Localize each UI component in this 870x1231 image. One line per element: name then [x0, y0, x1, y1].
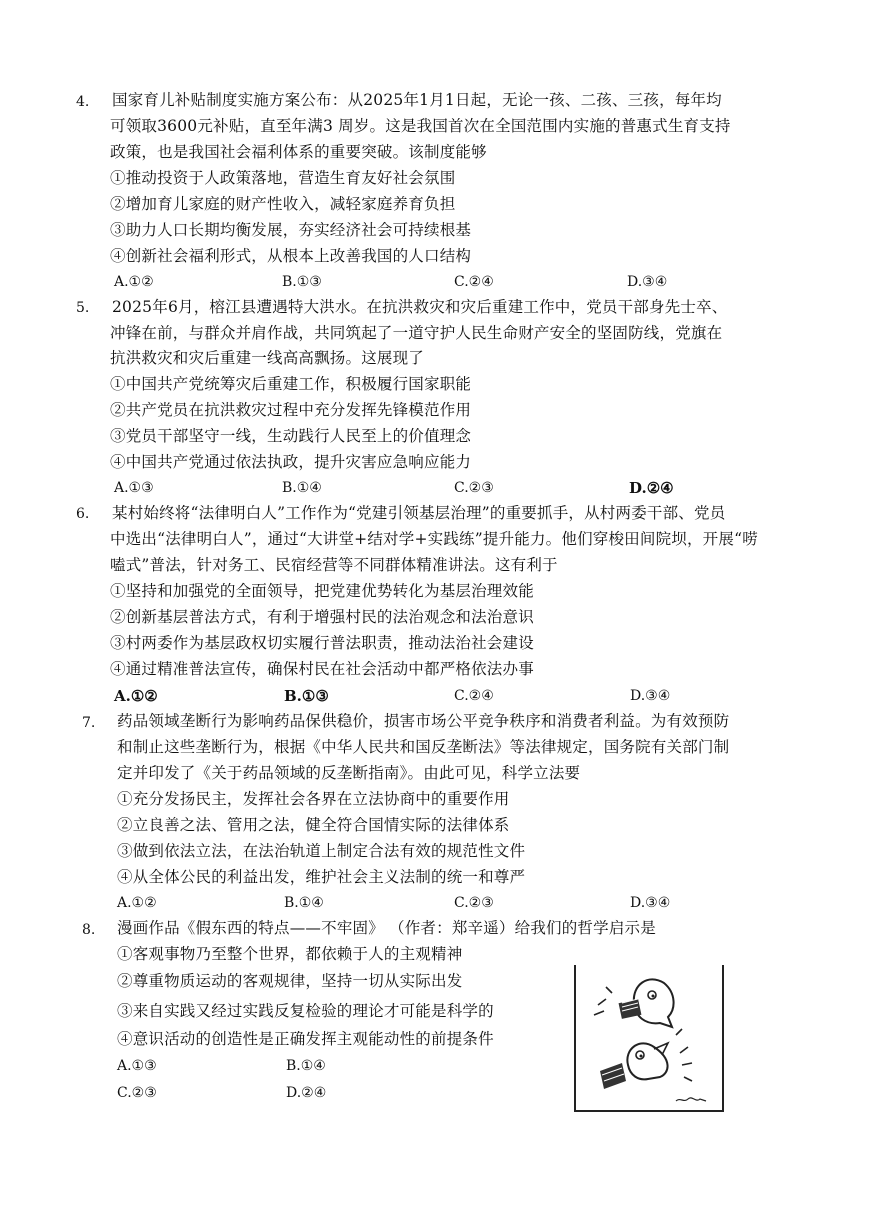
- question-4-stem-line-1: 国家育儿补贴制度实施方案公布：从2025年1月1日起，无论一孩、二孩、三孩，每年均: [112, 91, 722, 109]
- question-4-number: 4.: [76, 94, 90, 110]
- question-8-stem-line-1: 漫画作品《假东西的特点——不牢固》 （作者：郑辛遥）给我们的哲学启示是: [117, 919, 656, 937]
- question-8-option-c[interactable]: C.②③: [117, 1085, 157, 1101]
- question-4-option-b[interactable]: B.①③: [282, 274, 322, 290]
- question-8-option-a[interactable]: A.①③: [117, 1058, 157, 1074]
- question-4-stem-line-2: 可领取3600元补贴，直至年满3 周岁。这是我国首次在全国范围内实施的普惠式生育支持: [110, 117, 731, 135]
- question-5-option-d[interactable]: D.②④: [629, 479, 674, 497]
- question-4-statement-1: ①推动投资于人政策落地，营造生育友好社会氛围: [110, 169, 456, 187]
- question-5-stem-line-2: 冲锋在前，与群众并肩作战，共同筑起了一道守护人民生命财产安全的坚固防线，党旗在: [110, 324, 723, 342]
- upper-motion-lines: [594, 987, 612, 1015]
- question-5-statement-4: ④中国共产党通过依法执政，提升灾害应急响应能力: [110, 453, 472, 471]
- cartoon-drawing: [576, 965, 722, 1110]
- question-8-statement-2: ②尊重物质运动的客观规律，坚持一切从实际出发: [117, 972, 463, 990]
- question-4-statement-3: ③助力人口长期均衡发展，夯实经济社会可持续根基: [110, 221, 472, 239]
- question-5-stem-line-1: 2025年6月，榕江县遭遇特大洪水。在抗洪救灾和灾后重建工作中，党员干部身先士卒、: [112, 298, 728, 316]
- artist-signature: [676, 1098, 706, 1101]
- question-4-option-d[interactable]: D.③④: [627, 274, 668, 290]
- question-7-stem-line-1: 药品领域垄断行为影响药品保供稳价，损害市场公平竞争秩序和消费者利益。为有效预防: [117, 712, 730, 730]
- question-5-statement-3: ③党员干部坚守一线，生动践行人民至上的价值理念: [110, 427, 472, 445]
- question-6-statement-3: ③村两委作为基层政权切实履行普法职责，推动法治社会建设: [110, 634, 534, 652]
- question-5-option-a[interactable]: A.①③: [114, 480, 154, 496]
- question-8-number: 8.: [82, 922, 96, 938]
- question-6-statement-1: ①坚持和加强党的全面领导，把党建优势转化为基层治理效能: [110, 582, 534, 600]
- lower-face-outline: [627, 1043, 667, 1079]
- question-6-option-b[interactable]: B.①③: [284, 687, 329, 705]
- question-6-stem-line-2: 中选出“法律明白人”，通过“大讲堂+结对学+实践练”提升能力。他们穿梭田间院坝，开展“唠: [110, 530, 758, 548]
- question-5-option-b[interactable]: B.①④: [282, 480, 322, 496]
- question-6-stem-line-1: 某村始终将“法律明白人”工作作为“党建引领基层治理”的重要抓手，从村两委干部、党员: [112, 504, 726, 522]
- question-5-statement-2: ②共产党员在抗洪救灾过程中充分发挥先锋模范作用: [110, 401, 472, 419]
- cartoon-illustration: [574, 965, 724, 1112]
- lower-pupil: [640, 1055, 643, 1058]
- question-7-option-d[interactable]: D.③④: [630, 895, 671, 911]
- question-5-option-c[interactable]: C.②③: [454, 480, 494, 496]
- question-7-statement-2: ②立良善之法、管用之法，健全符合国情实际的法律体系: [117, 816, 510, 834]
- question-6-option-d[interactable]: D.③④: [630, 688, 671, 704]
- question-6-stem-line-3: 嗑式”普法，针对务工、民宿经营等不同群体精准讲法。这有利于: [110, 556, 558, 574]
- upper-pupil: [652, 995, 655, 998]
- lower-motion-lines: [676, 1029, 692, 1081]
- question-7-statement-1: ①充分发扬民主，发挥社会各界在立法协商中的重要作用: [117, 790, 510, 808]
- question-6-number: 6.: [76, 506, 90, 522]
- upper-face-outline: [634, 979, 674, 1027]
- question-8-option-b[interactable]: B.①④: [286, 1058, 326, 1074]
- question-5-number: 5.: [76, 300, 90, 316]
- question-6-option-c[interactable]: C.②④: [454, 688, 494, 704]
- question-4-option-a[interactable]: A.①②: [114, 274, 154, 290]
- question-4-statement-4: ④创新社会福利形式，从根本上改善我国的人口结构: [110, 247, 472, 265]
- question-6-statement-4: ④通过精准普法宣传，确保村民在社会活动中都严格依法办事: [110, 660, 534, 678]
- question-8-statement-1: ①客观事物乃至整个世界，都依赖于人的主观精神: [117, 945, 463, 963]
- lower-book: [600, 1063, 626, 1089]
- question-5-statement-1: ①中国共产党统筹灾后重建工作，积极履行国家职能: [110, 375, 472, 393]
- question-4-statement-2: ②增加育儿家庭的财产性收入，减轻家庭养育负担: [110, 195, 456, 213]
- question-5-stem-line-3: 抗洪救灾和灾后重建一线高高飘扬。这展现了: [110, 349, 425, 367]
- question-7-option-c[interactable]: C.②③: [454, 895, 494, 911]
- question-7-statement-4: ④从全体公民的利益出发，维护社会主义法制的统一和尊严: [117, 868, 526, 886]
- question-7-stem-line-3: 定并印发了《关于药品领域的反垄断指南》。由此可见，科学立法要: [117, 764, 581, 782]
- question-8-option-d[interactable]: D.②④: [286, 1085, 327, 1101]
- question-8-statement-3: ③来自实践又经过实践反复检验的理论才可能是科学的: [117, 1002, 494, 1020]
- question-6-option-a[interactable]: A.①②: [114, 687, 158, 705]
- question-4-stem-line-3: 政策，也是我国社会福利体系的重要突破。该制度能够: [110, 143, 487, 161]
- question-7-option-a[interactable]: A.①②: [117, 895, 157, 911]
- question-7-option-b[interactable]: B.①④: [284, 895, 324, 911]
- question-6-statement-2: ②创新基层普法方式，有利于增强村民的法治观念和法治意识: [110, 608, 534, 626]
- question-7-statement-3: ③做到依法立法，在法治轨道上制定合法有效的规范性文件: [117, 842, 526, 860]
- question-7-stem-line-2: 和制止这些垄断行为，根据《中华人民共和国反垄断法》等法律规定，国务院有关部门制: [117, 738, 730, 756]
- question-8-statement-4: ④意识活动的创造性是正确发挥主观能动性的前提条件: [117, 1030, 494, 1048]
- question-4-option-c[interactable]: C.②④: [454, 274, 494, 290]
- question-7-number: 7.: [82, 715, 96, 731]
